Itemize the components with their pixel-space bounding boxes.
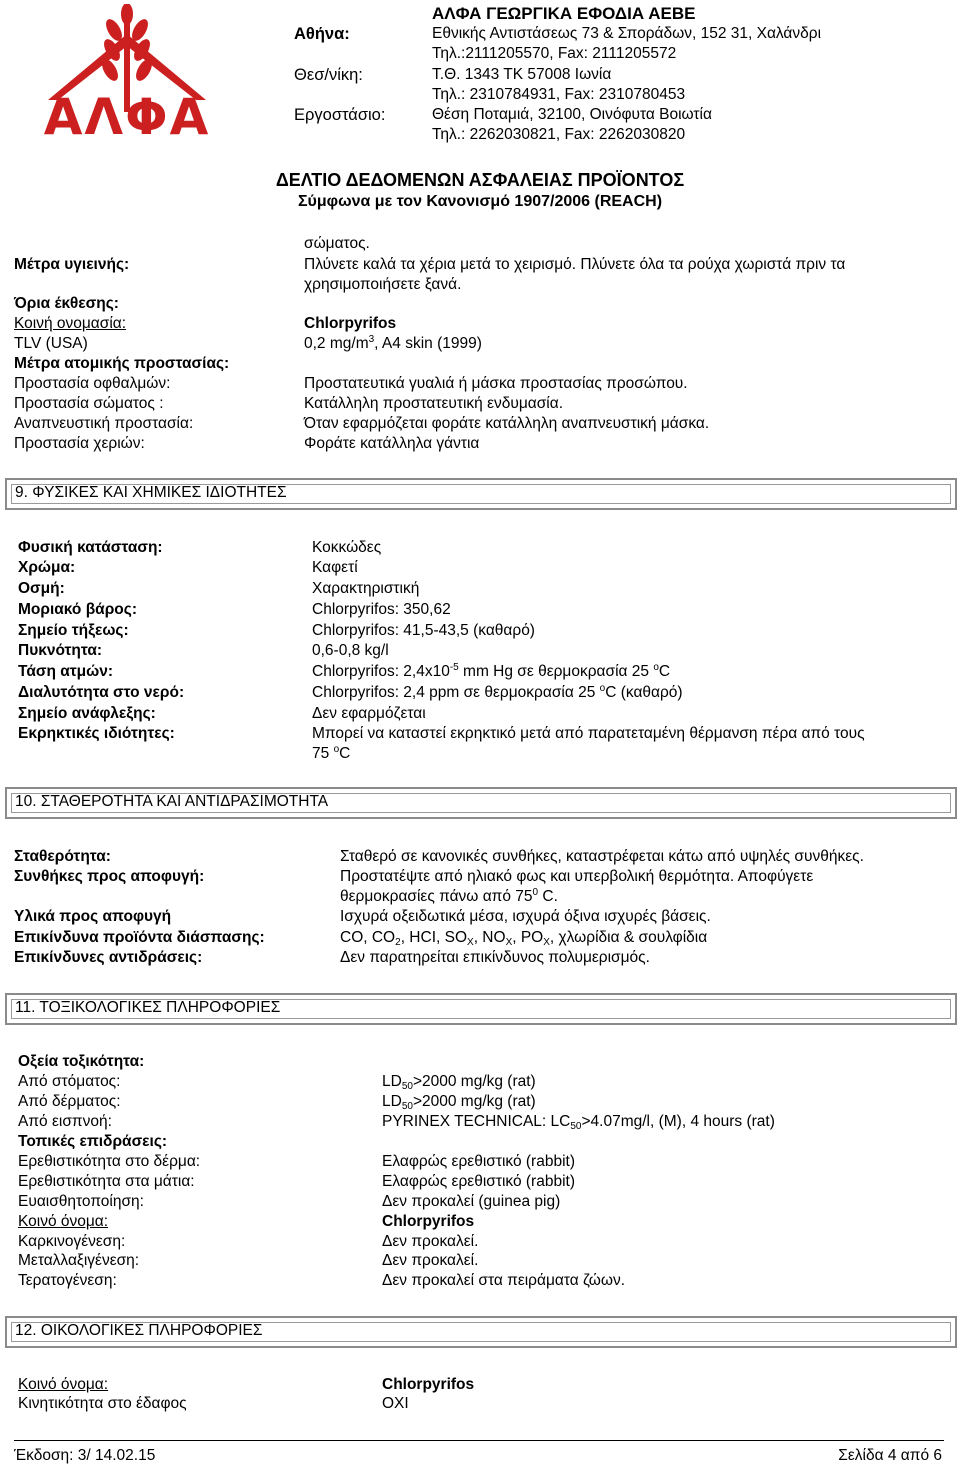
explosive-properties-line-2: 75 $^o$C	[312, 744, 351, 762]
stability-label: Σταθερότητα:	[14, 848, 111, 865]
mutagenicity-label: Μεταλλαξιγένεση:	[18, 1252, 140, 1269]
explosive-properties-line-1: Μπορεί να καταστεί εκρηκτικό μετά από παρατεταμένη θέρμανση πέρα από τους	[312, 725, 865, 742]
conditions-to-avoid-label: Συνθήκες προς αποφυγή:	[14, 868, 205, 885]
materials-to-avoid-label: Υλικά προς αποφυγή	[14, 908, 172, 925]
eye-irritation-label: Ερεθιστικότητα στα μάτια:	[18, 1173, 195, 1190]
hygiene-line-2: χρησιμοποιήσετε ξανά.	[304, 276, 462, 293]
carcinogenicity-label: Καρκινογένεση:	[18, 1233, 126, 1250]
sensitization-value: Δεν προκαλεί (guinea pig)	[382, 1193, 561, 1210]
hazardous-reactions-value: Δεν παρατηρείται επικίνδυνος πολυμερισμός.	[340, 949, 650, 966]
hand-protection-value: Φοράτε κατάλληλα γάντια	[304, 435, 480, 452]
edition-text: Έκδοση: 3/ 14.02.15	[14, 1447, 156, 1464]
footer-divider	[14, 1440, 944, 1441]
common-name-value-11: Chlorpyrifos	[382, 1213, 475, 1230]
soil-mobility-value: ΟΧΙ	[382, 1395, 409, 1412]
flash-point-label: Σημείο ανάφλεξης:	[18, 705, 156, 722]
decomposition-products-value: CO, $CO_2$, HCI, $SO_X$, $NO_X$, $PO_X$, χλωρίδια & σουλφίδια	[340, 929, 708, 948]
factory-address: Θέση Ποταμιά, 32100, Οινόφυτα Βοιωτία	[432, 106, 712, 123]
odor-label: Οσμή:	[18, 580, 65, 597]
common-name-label-11: Κοινό όνομα:	[18, 1213, 109, 1230]
molecular-weight-value: Chlorpyrifos: 350,62	[312, 601, 451, 618]
hazardous-reactions-label: Επικίνδυνες αντιδράσεις:	[14, 949, 203, 966]
factory-label: Εργοστάσιο:	[294, 106, 386, 124]
eye-protection-label: Προστασία οφθαλμών:	[14, 375, 171, 392]
ppe-label: Μέτρα ατομικής προστασίας:	[14, 355, 230, 372]
company-name: ΑΛΦΑ ΓΕΩΡΓΙΚΑ ΕΦΟΔΙΑ ΑΕΒΕ	[432, 4, 696, 23]
common-name-value-12: Chlorpyrifos	[382, 1376, 475, 1393]
hygiene-label: Μέτρα υγιεινής:	[14, 256, 130, 273]
body-protection-label: Προστασία σώματος :	[14, 395, 164, 412]
tlv-label: TLV (USA)	[14, 335, 88, 352]
document-title: ΔΕΛΤΙΟ ΔΕΔΟΜΕΝΩΝ ΑΣΦΑΛΕΙΑΣ ΠΡΟΪΟΝΤΟΣ	[275, 170, 685, 190]
section-9-title: 9. ΦΥΣΙΚΕΣ ΚΑΙ ΧΗΜΙΚΕΣ ΙΔΙΟΤΗΤΕΣ	[15, 484, 287, 501]
melting-point-label: Σημείο τήξεως:	[18, 622, 129, 639]
water-solubility-value: Chlorpyrifos: 2,4 ppm σε θερμοκρασία 25 $^o$C (καθαρό)	[312, 683, 683, 701]
inhalation-label: Από εισπνοή:	[18, 1113, 112, 1130]
acute-toxicity-label: Οξεία τοξικότητα:	[18, 1053, 145, 1070]
decomposition-products-label: Επικίνδυνα προϊόντα διάσπασης:	[14, 929, 265, 946]
page-number: Σελίδα 4 από 6	[838, 1447, 942, 1464]
water-solubility-label: Διαλυτότητα στο νερό:	[18, 684, 185, 701]
factory-phone: Τηλ.: 2262030821, Fax: 2262030820	[432, 126, 686, 143]
conditions-to-avoid-line-2: θερμοκρασίες πάνω από $75^0$ C.	[340, 887, 558, 905]
molecular-weight-label: Μοριακό βάρος:	[18, 601, 137, 618]
color-label: Χρώμα:	[18, 559, 76, 576]
company-logo	[36, 4, 218, 144]
density-label: Πυκνότητα:	[18, 642, 103, 659]
local-effects-label: Τοπικές επιδράσεις:	[18, 1133, 168, 1150]
melting-point-value: Chlorpyrifos: 41,5-43,5 (καθαρό)	[312, 622, 535, 639]
materials-to-avoid-value: Ισχυρά οξειδωτικά μέσα, ισχυρά όξινα ισχυρές βάσεις.	[340, 908, 711, 925]
athens-address: Εθνικής Αντιστάσεως 73 & Σποράδων, 152 31, Χαλάνδρι	[432, 25, 822, 42]
body-protection-value: Κατάλληλη προστατευτική ενδυμασία.	[304, 395, 564, 412]
color-value: Καφετί	[312, 559, 358, 576]
sensitization-label: Ευαισθητοποίηση:	[18, 1193, 144, 1210]
odor-value: Χαρακτηριστική	[312, 580, 420, 597]
dermal-label: Από δέρματος:	[18, 1093, 121, 1110]
soil-mobility-label: Κινητικότητα στο έδαφος	[18, 1395, 187, 1412]
carcinogenicity-value: Δεν προκαλεί.	[382, 1233, 479, 1250]
teratogenicity-label: Τερατογένεση:	[18, 1272, 117, 1289]
explosive-properties-label: Εκρηκτικές ιδιότητες:	[18, 725, 175, 742]
vapor-pressure-value: Chlorpyrifos: $2,4x10^{-5}$ mm Hg σε θερμοκρασία 25 $^o$C	[312, 662, 671, 680]
hygiene-line-1: Πλύνετε καλά τα χέρια μετά το χειρισμό. Πλύνετε όλα τα ρούχα χωριστά πριν τα	[304, 256, 846, 273]
thess-phone: Τηλ.: 2310784931, Fax: 2310780453	[432, 86, 686, 103]
section-11-heading	[5, 993, 957, 1025]
exposure-limits-label: Όρια έκθεσης:	[14, 295, 119, 312]
skin-irritation-label: Ερεθιστικότητα στο δέρμα:	[18, 1153, 201, 1170]
density-value: 0,6-0,8 kg/l	[312, 642, 389, 659]
document-subtitle: Σύμφωνα με τον Κανονισμό 1907/2006 (REACH)	[297, 193, 663, 210]
oral-label: Από στόματος:	[18, 1073, 121, 1090]
dermal-value: $LD_{50}>2000$ mg/kg (rat)	[382, 1093, 536, 1112]
physical-state-value: Κοκκώδες	[312, 539, 382, 556]
common-name-value: Chlorpyrifos	[304, 315, 397, 332]
vapor-pressure-label: Τάση ατμών:	[18, 663, 114, 680]
thess-address: Τ.Θ. 1343 ΤΚ 57008 Ιωνία	[432, 66, 612, 83]
common-name-label-12: Κοινό όνομα:	[18, 1376, 109, 1393]
section-12-heading	[5, 1316, 957, 1348]
section-10-title: 10. ΣΤΑΘΕΡΟΤΗΤΑ ΚΑΙ ΑΝΤΙΔΡΑΣΙΜΟΤΗΤΑ	[15, 793, 329, 810]
eye-protection-value: Προστατευτικά γυαλιά ή μάσκα προστασίας προσώπου.	[304, 375, 688, 392]
athens-label: Αθήνα:	[294, 25, 350, 43]
mutagenicity-value: Δεν προκαλεί.	[382, 1252, 479, 1269]
oral-value: $LD_{50}>2000$ mg/kg (rat)	[382, 1073, 536, 1092]
logo-wordmark: ΑΛΦΑ	[43, 88, 211, 146]
hand-protection-label: Προστασία χεριών:	[14, 435, 145, 452]
section-9-heading	[5, 478, 957, 510]
body-protection-continued: σώματος.	[304, 235, 370, 252]
conditions-to-avoid-line-1: Προστατέψτε από ηλιακό φως και υπερβολική θερμότητα. Αποφύγετε	[340, 868, 814, 885]
physical-state-label: Φυσική κατάσταση:	[18, 539, 163, 556]
athens-phone: Τηλ.:2111205570, Fax: 2111205572	[432, 45, 677, 62]
teratogenicity-value: Δεν προκαλεί στα πειράματα ζώων.	[382, 1272, 626, 1289]
tlv-value: 0,2 $mg/m^3$, A4 skin (1999)	[304, 334, 482, 352]
respiratory-protection-label: Αναπνευστική προστασία:	[14, 415, 194, 432]
section-11-title: 11. ΤΟΞΙΚΟΛΟΓΙΚΕΣ ΠΛΗΡΟΦΟΡΙΕΣ	[15, 999, 281, 1016]
flash-point-value: Δεν εφαρμόζεται	[312, 705, 426, 722]
section-12-title: 12. ΟΙΚΟΛΟΓΙΚΕΣ ΠΛΗΡΟΦΟΡΙΕΣ	[15, 1322, 263, 1339]
stability-value: Σταθερό σε κανονικές συνθήκες, καταστρέφεται κάτω από υψηλές συνθήκες.	[340, 848, 864, 865]
respiratory-protection-value: Όταν εφαρμόζεται φοράτε κατάλληλη αναπνευστική μάσκα.	[304, 415, 710, 432]
thess-label: Θεσ/νίκη:	[294, 66, 363, 84]
section-10-heading	[5, 787, 957, 819]
skin-irritation-value: Ελαφρώς ερεθιστικό (rabbit)	[382, 1153, 575, 1170]
inhalation-value: PYRINEX TECHNICAL: $LC_{50}>4.07mg/l$, (M), 4 hours (rat)	[382, 1113, 775, 1132]
common-name-label: Κοινή ονομασία:	[14, 315, 127, 332]
eye-irritation-value: Ελαφρώς ερεθιστικό (rabbit)	[382, 1173, 575, 1190]
